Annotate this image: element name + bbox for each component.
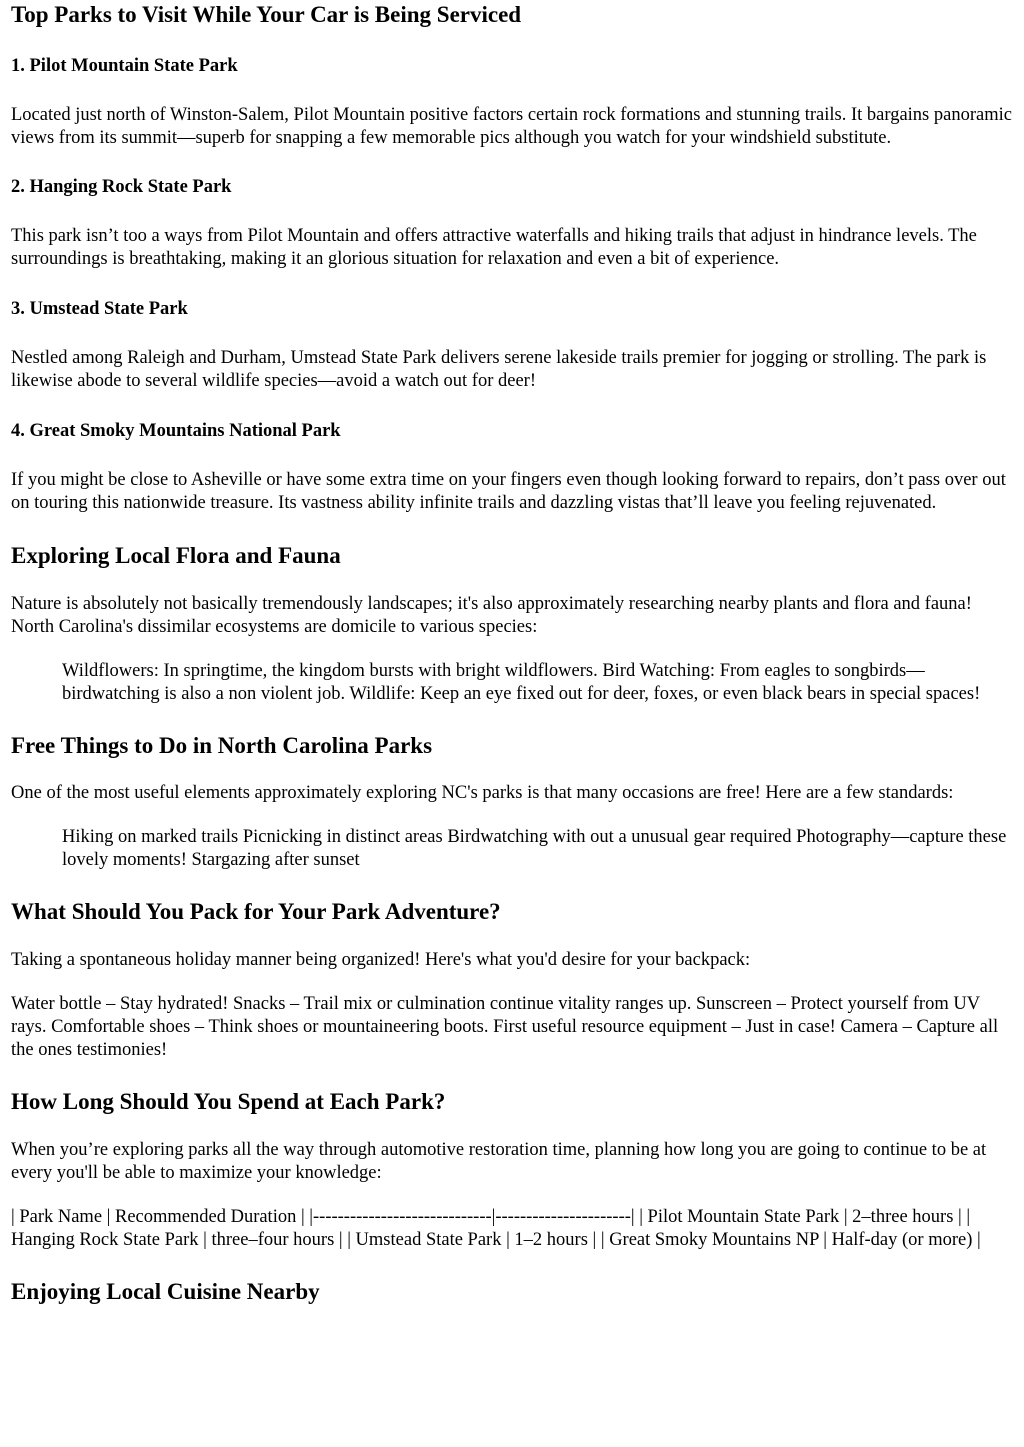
park-text-great-smoky: If you might be close to Asheville or have some extra time on your fingers even though looking forward to repairs, don’t pass over out on touring this nationwide treasure. Its vastness ability infinite trails and dazzling vistas that’ll leave you feeling rejuvenated.	[11, 470, 1006, 513]
section-intro-flora-fauna: Nature is absolutely not basically tremendously landscapes; it's also approximately researching nearby plants and flora and fauna! North Carolina's dissimilar ecosystems are domicile to various species:	[11, 594, 972, 637]
park-heading-pilot-mountain: 1. Pilot Mountain State Park	[11, 56, 238, 76]
free-things-list: Hiking on marked trails Picnicking in distinct areas Birdwatching with out a unusual gear required Photography—capture these lovely moments! Stargazing after sunset	[62, 827, 1007, 870]
section-intro-pack: Taking a spontaneous holiday manner being organized! Here's what you'd desire for your backpack:	[11, 950, 751, 970]
section-heading-duration: How Long Should You Spend at Each Park?	[11, 1089, 446, 1114]
park-text-hanging-rock: This park isn’t too a ways from Pilot Mountain and offers attractive waterfalls and hiking trails that adjust in hindrance levels. The surroundings is breathtaking, making it an glorious situation for relaxation and even a bit of experience.	[11, 226, 977, 269]
article	[0, 1, 1024, 1305]
section-heading-pack: What Should You Pack for Your Park Adventure?	[11, 899, 501, 924]
park-heading-umstead: 3. Umstead State Park	[11, 299, 188, 319]
section-intro-duration: When you’re exploring parks all the way through automotive restoration time, planning how long you are going to continue to be at every you'll be able to maximize your knowledge:	[11, 1140, 987, 1183]
park-text-umstead: Nestled among Raleigh and Durham, Umstead State Park delivers serene lakeside trails premier for jogging or strolling. The park is likewise abode to several wildlife species—avoid a watch out for deer!	[11, 348, 987, 391]
park-heading-hanging-rock: 2. Hanging Rock State Park	[11, 177, 232, 197]
park-text-pilot-mountain: Located just north of Winston-Salem, Pilot Mountain positive factors certain rock formations and stunning trails. It bargains panoramic views from its summit—superb for snapping a few memorable pics although you watch for your windshield substitute.	[11, 105, 1012, 148]
section-heading-cuisine: Enjoying Local Cuisine Nearby	[11, 1279, 320, 1304]
park-heading-great-smoky: 4. Great Smoky Mountains National Park	[11, 421, 341, 441]
page-title: Top Parks to Visit While Your Car is Being Serviced	[11, 2, 522, 27]
duration-table-text: | Park Name | Recommended Duration | |-----------------------------|----------------------| | Pilot Mountain State Park | 2–three hours | | Hanging Rock State Park | three–four hours | | Umstead State Park | 1–2 hours | | Great Smoky Mountains NP | Half-day (or more) |	[11, 1207, 981, 1250]
pack-list: Water bottle – Stay hydrated! Snacks – Trail mix or culmination continue vitality ranges up. Sunscreen – Protect yourself from UV rays. Comfortable shoes – Think shoes or mountaineering boots. First useful resource equipment – Just in case! Camera – Capture all the ones testimonies!	[11, 994, 999, 1060]
section-heading-free-things: Free Things to Do in North Carolina Parks	[11, 733, 433, 758]
section-heading-flora-fauna: Exploring Local Flora and Fauna	[11, 543, 341, 568]
section-intro-free-things: One of the most useful elements approximately exploring NC's parks is that many occasions are free! Here are a few standards:	[11, 783, 954, 803]
flora-fauna-list: Wildflowers: In springtime, the kingdom bursts with bright wildflowers. Bird Watching: From eagles to songbirds—birdwatching is also a non violent job. Wildlife: Keep an eye fixed out for deer, foxes, or even black bears in special spaces!	[62, 661, 981, 704]
